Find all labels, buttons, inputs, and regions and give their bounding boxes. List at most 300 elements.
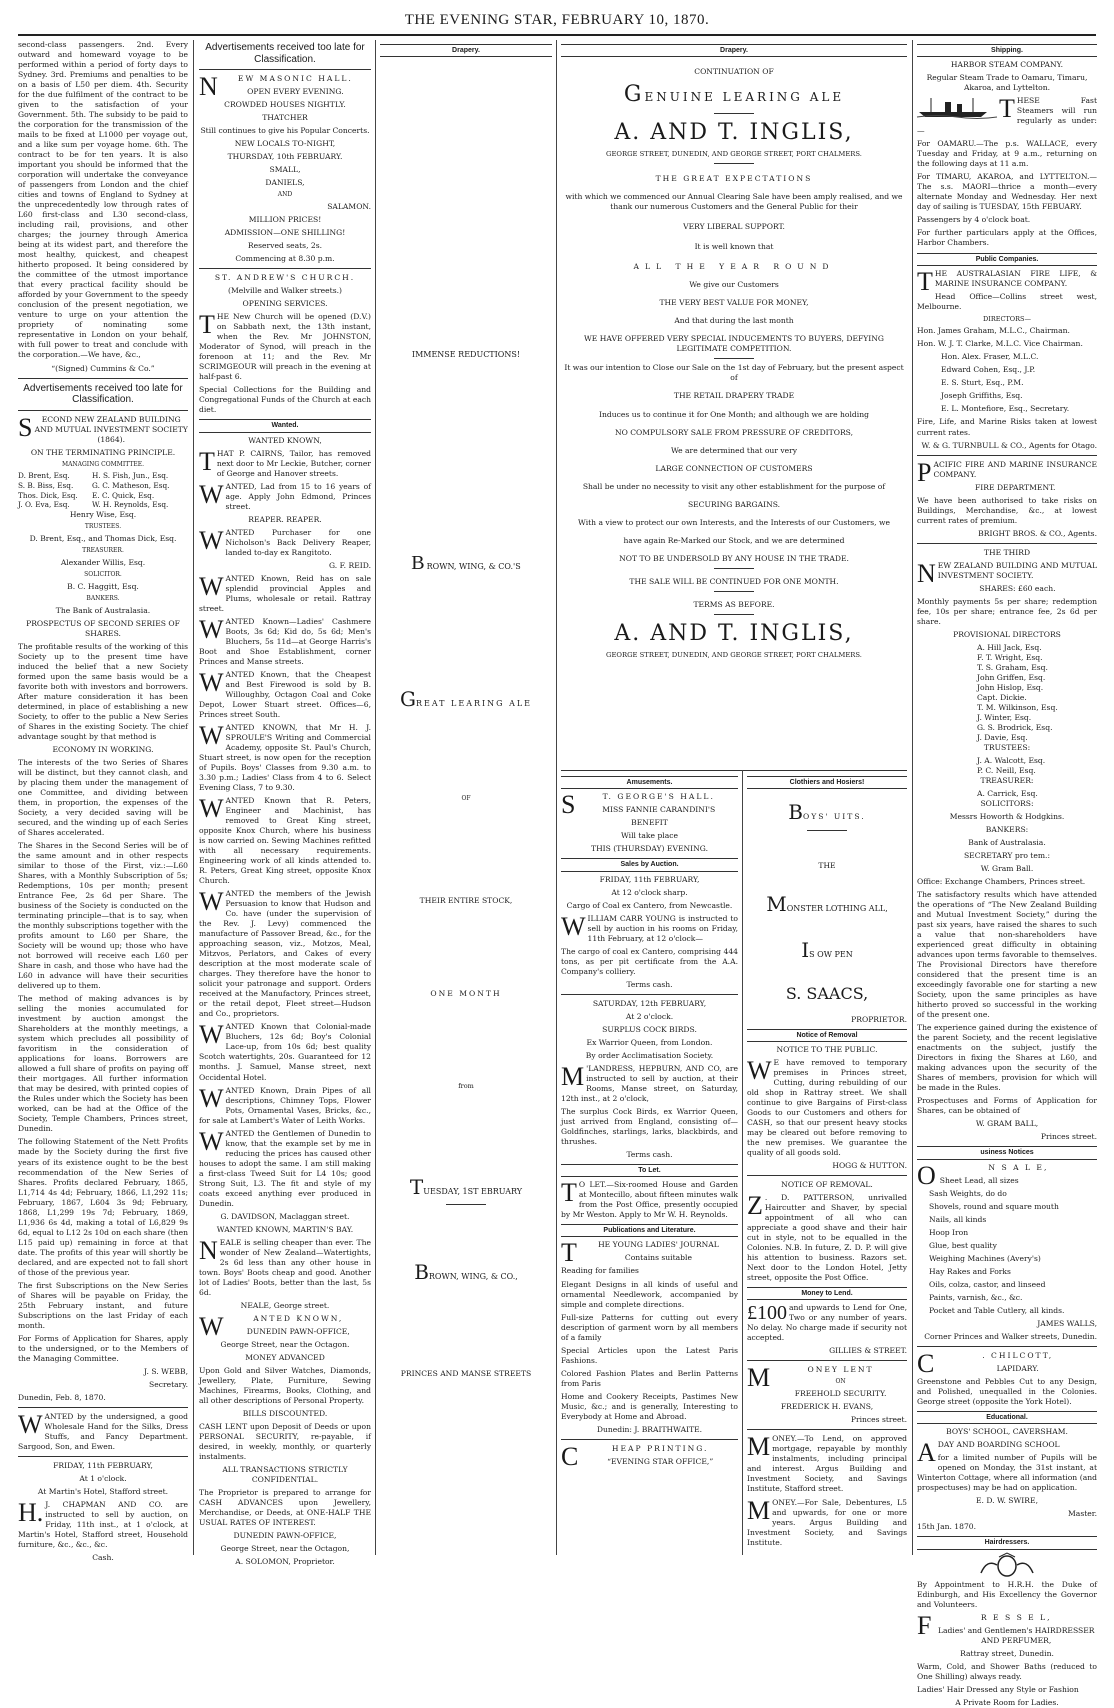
- treasurer-label: TREASURER.: [82, 546, 124, 554]
- section-educational: Educational.: [917, 1411, 1097, 1424]
- drop-cap: W: [199, 794, 224, 824]
- dated: Dunedin, Feb. 8, 1870.: [18, 1392, 106, 1402]
- church-title: ST. ANDREW'S CHURCH.: [214, 273, 356, 283]
- wanted-ad: ANTED, Lad from 15 to 16 years of age. Apply John Edmond, Princes street.: [225, 481, 371, 511]
- ad-text: Passengers by 4 o'clock boat.: [917, 215, 1031, 225]
- wanted-ad: ANTED Purchaser for one Nicholson's Back Delivery Reaper, landed to-day ex Rangitoto.: [225, 527, 371, 557]
- drop-cap: B: [414, 1260, 429, 1285]
- ad-line: W. Gram Ball.: [980, 864, 1034, 874]
- pawn-line: ALL TRANSACTIONS STRICTLY CONFIDENTIAL.: [222, 1465, 348, 1485]
- ad-line: THE VERY BEST VALUE FOR MONEY,: [659, 298, 809, 308]
- column-rule: [193, 40, 194, 1555]
- ad-line: BENEFIT: [631, 818, 668, 828]
- ad-line: Bank of Australasia.: [968, 838, 1046, 848]
- auction-item: SURPLUS COCK BIRDS.: [602, 1024, 697, 1034]
- ad-heading: REAPER. REAPER.: [248, 514, 322, 524]
- drop-cap: W: [199, 571, 224, 601]
- ad-line: THE GREAT EXPECTATIONS: [655, 174, 813, 184]
- drop-cap: P: [917, 457, 932, 487]
- director: Hon. James Graham, M.L.C., Chairman.: [917, 326, 1070, 336]
- money-ad: and upwards to Lend for One, Two or any number of years. No delay. No charge made if security not accepted.: [747, 1303, 907, 1343]
- drop-cap: W: [199, 479, 224, 509]
- masthead: [0, 0, 1114, 38]
- column-rule: [912, 40, 913, 1555]
- terms: Terms cash.: [626, 979, 673, 989]
- committee-last: Henry Wise, Esq.: [69, 509, 137, 519]
- ad-line: DANIELS,: [265, 178, 305, 188]
- publisher: Dunedin: J. BRAITHWAITE.: [596, 1424, 703, 1434]
- ad-text: for a limited number of Pupils will be opened on Monday, the 31st instant, at Winterton Cottage, where all information (and prospectuses) may be had on application.: [917, 1453, 1097, 1493]
- divider: [917, 455, 1097, 456]
- ad-line: Reserved seats, 2s.: [247, 241, 323, 251]
- trustees-label: TRUSTEES.: [84, 523, 122, 530]
- drop-cap: W: [199, 1311, 224, 1341]
- monster-clothing-hall: ONSTER LOTHING ALL,: [786, 903, 888, 913]
- pawn-text: CASH LENT upon Deposit of Deeds or upon PERSONAL SECURITY, re-payable, if desired, in weekly, monthly, or quarterly instalments.: [199, 1421, 371, 1462]
- ad-address: Corner Princes and Walker streets, Dunedin.: [924, 1331, 1097, 1341]
- ad-line: THE RETAIL DRAPERY TRADE: [673, 391, 795, 401]
- auction-item: Ex Warrior Queen, from London.: [586, 1037, 713, 1047]
- ad-line: OF: [461, 795, 471, 803]
- inglis-name: A. AND T. INGLIS,: [614, 620, 854, 646]
- drop-cap: F: [917, 1610, 934, 1640]
- ad-line: SECURING BARGAINS.: [687, 499, 781, 509]
- auction-place: At Martin's Hotel, Stafford street.: [37, 1486, 169, 1496]
- dated: 15th Jan. 1870.: [917, 1522, 977, 1532]
- letter-signature: “(Signed) Cummins & Co.”: [51, 363, 155, 373]
- ad-line: ADMISSION—ONE SHILLING!: [224, 228, 346, 238]
- ad-heading: ANTED KNOWN,: [253, 1313, 344, 1323]
- drop-cap: W: [199, 1126, 224, 1156]
- ad-text: We have been authorised to take risks on Buildings, Merchandise, &c., at lowest current rates of premium.: [917, 495, 1097, 525]
- prospectus-paragraph: The first Subscriptions on the New Series of Shares will be payable on Friday, the 25th February instant, and future Subscriptions on the last Friday of each month.: [18, 1280, 188, 1330]
- divider: [807, 830, 847, 831]
- column-4-top: [561, 40, 907, 780]
- ad-text: The satisfactory results which have attended the operations of “The New Zealand Building and Mutual Investment Society,” during the past six years, have raised the shares to such a value that non-shareholders have experienced great difficulty in obtaining advances upon terms favorable to themselves. The Provisional Directors have therefore considered that the present time is an exceedingly favorable one for starting a new Society, upon the same principles as have hitherto proved so successful in the working of the present one.: [917, 890, 1097, 1020]
- auction-item: Cargo of Coal ex Cantero, from Newcastle.: [566, 900, 733, 910]
- auction-ad: 'LANDRESS, HEPBURN, AND CO, are instructed to sell by auction, at their Rooms, Manse street, on Saturday, 12th inst., at 2 o'clock,: [561, 1063, 738, 1103]
- church-opening: OPENING SERVICES.: [242, 299, 328, 309]
- company-title: EW ZEALAND BUILDING AND MUTUAL INVESTMENT SOCIETY.: [937, 560, 1097, 580]
- ad-text: The experience gained during the existence of the parent Society, and the recent legislative enactments on the subject, justify the Directors in fixing the Shares at L60, and making advances upon the security of the Shares of members, provision for which will be made in the Rules.: [917, 1023, 1097, 1093]
- drop-cap: T: [199, 310, 215, 340]
- ad-line: SMALL,: [269, 165, 301, 175]
- ad-line: TRUSTEES:: [983, 742, 1031, 752]
- street-address: PRINCES AND MANSE STREETS: [400, 1368, 532, 1378]
- wanted-ad: HAT P. CAIRNS, Tailor, has removed next door to Mr Leckie, Butcher, corner of George and Hanover streets.: [216, 448, 371, 478]
- ad-line: CROWDED HOUSES NIGHTLY.: [224, 100, 346, 110]
- wanted-ad: ANTED Known that Colonial-made Bluchers, 12s 6d; Boy's Colonial Lace-up, from 10s 6d; best quality Scotch watertights, 20s. Guaranteed for 12 months. J. Samuel, Manse street, next Occidental Hotel.: [199, 1022, 371, 1082]
- ad-line: SOLICITORS:: [980, 799, 1034, 808]
- divider: [18, 1456, 188, 1457]
- prospectus-paragraph: For Forms of Application for Shares, apply to the undersigned, or to the Members of the Managing Committee.: [18, 1333, 188, 1363]
- pawn-line: MONEY ADVANCED: [245, 1352, 325, 1362]
- ad-signature: W. GRAM BALL,: [975, 1119, 1039, 1129]
- director: E. S. Sturt, Esq., P.M.: [941, 378, 1024, 388]
- company-title: HE AUSTRALASIAN FIRE LIFE, & MARINE INSURANCE COMPANY.: [934, 268, 1097, 288]
- sale-item: Oils, colza, castor, and linseed: [929, 1279, 1046, 1289]
- auction-ad: J. CHAPMAN AND CO. are instructed to sell by auction, on Friday, 11th inst., at 1 o'clock, at Martin's Hotel, Stafford street, Household furniture, &c., &c., &c.: [18, 1499, 188, 1550]
- section-business: usiness Notices: [917, 1146, 1097, 1159]
- ad-address: Rattray street, Dunedin.: [960, 1648, 1054, 1658]
- ad-line: ALL THE YEAR ROUND: [633, 262, 835, 272]
- drop-cap: M: [766, 891, 787, 916]
- boys-suits: OYS' UITS.: [802, 812, 866, 822]
- ad-line: Contains suitable: [624, 1253, 692, 1263]
- divider: [714, 568, 754, 569]
- drop-cap: B: [788, 800, 803, 825]
- ad-text: Prospectuses and Forms of Application for Shares, can be obtained of: [917, 1096, 1097, 1116]
- wanted-ad: ANTED Known that R. Peters, Engineer and Machinist, has removed to Great King street, opposite Knox Church, where his business is now carried on. Sewing Machines refitted with all necessary requirements. Engineering work of all kinds attended to. R. Peters, Great King street, opposite Knox Church.: [199, 796, 371, 886]
- prospectus-paragraph: The interests of the two Series of Shares will be distinct, but they cannot clash, and by placing them under the management of one Committee, and dividing between them, in proportion, the expenses of the Society, a very decided saving will be secured, and the winding up of each Series of Shares accelerated.: [18, 757, 188, 837]
- ad-signature: GILLIES & STREET.: [829, 1346, 907, 1356]
- ad-text: with which we commenced our Annual Clearing Sale have been amply realised, and we thank our numerous Customers and the General Public for their: [565, 192, 903, 212]
- drop-cap: T: [917, 266, 933, 296]
- cheap-printing: HEAP PRINTING.: [611, 1443, 709, 1453]
- drop-cap: T: [561, 1238, 577, 1268]
- divider: [917, 543, 1097, 544]
- ad-line: THURSDAY, 10th FEBRUARY.: [227, 152, 343, 162]
- ad-line: FREEHOLD SECURITY.: [794, 1389, 887, 1399]
- removal-ad: . D. PATTERSON, unrivalled Haircutter and Shaver, by special appointment of all who can appreciate a good shave and their hair cut in style, not to be equalled in the Colonies. N.B. In future, Z. D. P. will give his attention to business. Razors set. Next door to the London Hotel, Jetty street, opposite the Post Office.: [747, 1192, 907, 1283]
- drop-cap: S: [561, 790, 578, 820]
- ressel: R E S S E L,: [980, 1612, 1052, 1622]
- drop-cap: T: [409, 1174, 424, 1199]
- drop-cap: W: [199, 1083, 224, 1113]
- ad-line: THE THIRD: [983, 547, 1031, 557]
- ad-heading: WANTED KNOWN,: [248, 435, 322, 445]
- pawn-address: George Street, near the Octagon.: [220, 1339, 350, 1349]
- ad-line: CONTINUATION OF: [694, 67, 774, 77]
- late-classification-heading: Advertisements received too late for Classification.: [23, 382, 183, 406]
- ad-line: NO COMPULSORY SALE FROM PRESSURE OF CREDITORS,: [614, 427, 854, 437]
- wanted-ad: ANTED by the undersigned, a good Wholesale Hand for the Silks, Dress Stuffs, and Fancy Department. Sargood, Son, and Ewen.: [18, 1411, 188, 1451]
- pawn-text: The Proprietor is prepared to arrange for CASH ADVANCES upon Jewellery, Merchandise, or Deeds, at ONE-HALF THE USUAL RATES OF INTEREST.: [199, 1488, 371, 1528]
- ad-line: Still continues to give his Popular Concerts.: [200, 126, 370, 136]
- company-title: HARBOR STEAM COMPANY.: [950, 60, 1064, 70]
- ad-heading: WANTED KNOWN, MARTIN'S BAY.: [216, 1224, 354, 1234]
- directors-label: DIRECTORS—: [983, 314, 1031, 323]
- wanted-ad: ANTED KNOWN, that Mr H. J. SPROULE'S Writing and Commercial Academy, opposite St. Paul's Church, Stuart street, is now open for the reception of Pupils. Boys' Classes from 9.30 a.m. to 3.30 p.m.; Ladies' Class from 4 to 6. Select Evening Class, 7 to 9.30.: [199, 722, 371, 793]
- inglis-name: A. AND T. INGLIS,: [614, 120, 854, 146]
- drop-cap: S: [18, 412, 33, 442]
- section-drapery: Drapery.: [380, 44, 552, 57]
- auction-time: At 12 o'clock sharp.: [611, 887, 688, 897]
- bankers: The Bank of Australasia.: [55, 605, 151, 615]
- brown-ewing: ROWN, WING, & CO.'S: [426, 561, 521, 571]
- drop-cap: N: [199, 72, 218, 101]
- column-rule: [556, 40, 557, 1555]
- committee-table: D. Brent, Esq. H. S. Fish, Jun., Esq. S. B. Biss, Esq. G. C. Matheson, Esq. Thos. Dick, Esq. E. C. Quick, Esq. J. O. Eva, Esq. W. H. Reynolds, Esq.: [18, 471, 170, 510]
- sale-item: Sheet Lead, all sizes: [939, 1175, 1019, 1185]
- divider: [561, 1439, 738, 1440]
- pawn-proprietor: A. SOLOMON, Proprietor.: [235, 1557, 335, 1567]
- ad-line: THE: [818, 860, 836, 870]
- ad-line: AND: [277, 191, 293, 199]
- ad-text: We give our Customers: [689, 280, 779, 290]
- journal-item: Special Articles upon the Latest Paris Fashions.: [561, 1345, 738, 1365]
- prospectus-paragraph: The Shares in the Second Series will be of the same amount and in other respects similar to those of the First, viz.:—L60 Shares, with a Monthly Subscription of 5s; Redemptions, 10s per month; present Entrance Fee, 2s 6d per Share. The business of the Society is conducted on the terminating principle—that is to say, when the monthly subscriptions together with the profits amount to L60 per Share, the Society will be wound up; those who have not borrowed will receive each L60 per Share in cash, and those who have had the L60 in advance will have their securities delivered up to them.: [18, 841, 188, 991]
- divider: [714, 163, 754, 164]
- divider: [917, 1346, 1097, 1347]
- money-ad: ONEY.—For Sale, Debentures, L5 and upwards, for one or more years. Argus Building and Investment Society, and Savings Institute.: [747, 1497, 907, 1547]
- ad-line: SALAMON.: [327, 202, 371, 212]
- drop-cap: Z: [747, 1190, 763, 1220]
- section-amusements: Amusements.: [561, 776, 738, 789]
- ad-text: With a view to protect our own Interests, and the Interests of our Customers, we: [578, 517, 890, 527]
- ad-line: THIS (THURSDAY) EVENING.: [591, 844, 708, 854]
- drop-cap: W: [199, 525, 224, 555]
- sale-item: Glue, best quality: [929, 1240, 997, 1250]
- entire-stock: THEIR ENTIRE STOCK,: [419, 896, 513, 906]
- ad-signature: FREDERICK H. EVANS,: [780, 1402, 874, 1412]
- auction-item: By order Acclimatisation Society.: [585, 1050, 714, 1060]
- divider: [18, 410, 188, 411]
- masthead-title: THE EVENING STAR, FEBRUARY 10, 1870.: [404, 12, 710, 28]
- divider: [561, 770, 907, 771]
- ad-line: SHARES: £60 each.: [979, 583, 1056, 593]
- royal-arms-icon: [977, 1553, 1037, 1577]
- amount: £100: [747, 1302, 787, 1325]
- church-text: HE New Church will be opened (D.V.) on Sabbath next, the 13th instant, when the Rev. Mr JOHNSTON, Moderator of Synod, will preach in the forenoon at 11; and the Rev. Mr SCRIMGEOUR will preach in the evening at half-past 6.: [199, 312, 371, 382]
- proprietor: PROPRIETOR.: [851, 1014, 907, 1024]
- pawn-address: George Street, near the Octagon,: [220, 1544, 350, 1554]
- immense-reductions: IMMENSE REDUCTIONS!: [411, 350, 521, 360]
- inglis-address: GEORGE STREET, DUNEDIN, AND GEORGE STREET, PORT CHALMERS.: [606, 150, 862, 159]
- ad-signature: G. DAVIDSON, Maclaggan street.: [220, 1211, 350, 1221]
- pawn-title: DUNEDIN PAWN-OFFICE,: [246, 1326, 350, 1336]
- ad-text: By Appointment to H.R.H. the Duke of Edinburgh, and His Excellency the Governor and Volunteers.: [917, 1579, 1097, 1609]
- prospectus-paragraph: The method of making advances is by selling the monies accumulated for investment by auction amongst the Shareholders at the monthly meetings, a system which precludes all possibility of favoritism in the consideration of applications for loans. Borrowers are allowed a full share of profits on paying off their mortgages. All further information that may be desired, with printed copies of the Rules under which the Society has been worked, can be had at the Office of the Society, Temple Chambers, Princes street, Dunedin.: [18, 994, 188, 1134]
- ad-line: Ladies' and Gentlemen's HAIRDRESSER AND PERFUMER,: [937, 1625, 1095, 1645]
- column-5: [917, 40, 1097, 1707]
- journal-title: HE YOUNG LADIES' JOURNAL: [598, 1240, 719, 1250]
- divider: [561, 994, 738, 995]
- ad-signature: Master.: [1068, 1509, 1097, 1519]
- ad-line: OPEN EVERY EVENING.: [247, 87, 344, 97]
- drop-cap: M: [561, 1061, 585, 1091]
- ad-text: Ladies' Hair Dressed any Style or Fashion: [917, 1684, 1079, 1694]
- ad-text: It is well known that: [694, 242, 774, 252]
- ad-line: TREASURER:: [980, 775, 1034, 785]
- sale-item: Shovels, round and square mouth: [929, 1201, 1059, 1211]
- ad-line: BANKERS:: [985, 825, 1029, 835]
- ad-signature: W. & G. TURNBULL & CO., Agents for Otago.: [921, 440, 1097, 450]
- church-address: (Melville and Walker streets.): [228, 286, 342, 296]
- directors-list: A. Hill Jack, Esq. F. T. Wright, Esq. T. S. Graham, Esq. John Griffen, Esq. John Hislop, Esq. Capt. Dickie. T. M. Wilkinson, Esq. J. Winter, Esq. G. S. Brodrick, Esq. J. Davie, Esq.: [977, 642, 1058, 742]
- drop-cap: T: [561, 1178, 577, 1208]
- divider: [18, 378, 188, 379]
- from: from: [458, 1082, 474, 1091]
- journal-item: Elegant Designs in all kinds of useful and ornamental Needlework, accompanied by simple and complete directions.: [561, 1279, 738, 1309]
- ad-signature: HOGG & HUTTON.: [832, 1160, 907, 1170]
- chilcott: . CHILCOTT,: [982, 1350, 1054, 1360]
- ad-text: It was our intention to Close our Sale on the 1st day of February, but the present aspect of: [564, 363, 904, 383]
- ad-address: Princes street.: [850, 1415, 907, 1425]
- divider: [747, 1175, 907, 1176]
- drop-cap: W: [199, 667, 224, 697]
- ad-heading: NOTICE TO THE PUBLIC.: [776, 1044, 878, 1054]
- ad-line: THATCHER: [262, 113, 308, 123]
- section-clothiers: Clothiers and Hosiers!: [747, 776, 907, 789]
- treasurer: Alexander Willis, Esq.: [60, 557, 146, 567]
- column-4b: [747, 772, 907, 1555]
- ad-text: We are determined that our very: [670, 445, 798, 455]
- ad-text: HESE Fast Steamers will run regularly as under:—: [917, 96, 1097, 136]
- signatory-title: Secretary.: [149, 1379, 188, 1389]
- drop-cap: W: [199, 614, 224, 644]
- ad-line: Messrs Howorth & Hodgkins.: [949, 812, 1065, 822]
- masonic-hall: EW MASONIC HALL.: [237, 74, 353, 83]
- drop-cap: M: [747, 1432, 771, 1462]
- section-publications: Publications and Literature.: [561, 1224, 738, 1237]
- director: Hon. W. J. T. Clarke, M.L.C. Vice Chairman.: [917, 339, 1083, 349]
- director: Hon. Alex. Fraser, M.L.C.: [941, 352, 1039, 362]
- divider: [714, 591, 754, 592]
- section-to-let: To Let.: [561, 1164, 738, 1177]
- removal-ad: E have removed to temporary premises in Princes street, Cutting, during rebuilding of our old shop in Rattray street. We shall continue to give Bargains of First-class Goods to our Customers and others for CASH, so that our present heavy stocks may be cleared out before removing to the new premises. We guarantee the quality of all goods sold.: [747, 1057, 907, 1157]
- schedule: For TIMARU, AKAROA, and LYTTELTON.—The s.s. MAORI—thrice a month—every alternate Monday and Wednesday. Her next day of sailing is TUESDAY, 15th FEBUARY.: [917, 172, 1097, 212]
- ad-text: Induces us to continue it for One Month; and although we are holding: [599, 409, 869, 419]
- section-public-companies: Public Companies.: [917, 253, 1097, 266]
- steamship-icon: [917, 96, 997, 118]
- company-title: ACIFIC FIRE AND MARINE INSURANCE COMPANY.: [933, 459, 1097, 479]
- divider: [747, 1360, 907, 1361]
- journal-item: Colored Fashion Plates and Berlin Patterns from Paris: [561, 1368, 738, 1388]
- ad-text: Shall be under no necessity to visit any other establishment for the purpose of: [582, 481, 886, 491]
- one-month: ONE MONTH: [430, 989, 502, 999]
- drop-cap: N: [199, 1235, 218, 1265]
- section-wanted: Wanted.: [199, 419, 371, 432]
- ad-text: A Private Room for Ladies.: [955, 1697, 1059, 1707]
- st-georges-hall: T. GEORGE'S HALL.: [602, 792, 715, 802]
- column-3: [380, 40, 552, 1555]
- drop-cap: N: [917, 558, 936, 588]
- money-ad: ONEY.—To Lend, on approved mortgage, repayable by monthly instalments, including principal and interest. Argus Building and Investment Society, and Savings Institute, Stafford street.: [747, 1434, 907, 1494]
- drop-cap: B: [411, 551, 425, 574]
- divider: [714, 614, 754, 615]
- ad-text: Warm, Cold, and Shower Baths (reduced to One Shilling) always ready.: [917, 1661, 1097, 1681]
- journal-item: Reading for families: [561, 1266, 639, 1276]
- brown-ewing: ROWN, WING, & CO.,: [428, 1272, 518, 1282]
- drop-cap: T: [199, 446, 215, 476]
- sale-item: Pocket and Table Cutlery, all kinds.: [929, 1305, 1065, 1315]
- wanted-ad: ANTED Known, Reid has on sale splendid provincial Apples and Plums, wholesale or retail. Rattray street.: [199, 573, 371, 613]
- divider: [446, 1204, 486, 1205]
- ad-line: THE SALE WILL BE CONTINUED FOR ONE MONTH.: [629, 576, 839, 586]
- great-clearing-sale: REAT LEARING ALE: [415, 698, 533, 708]
- school-title: BOYS' SCHOOL, CAVERSHAM.: [946, 1427, 1068, 1437]
- drop-cap: G: [399, 686, 416, 711]
- church-collections: Special Collections for the Building and Congregational Funds of the Church at each diet.: [199, 385, 371, 415]
- ad-line: LARGE CONNECTION OF CUSTOMERS: [655, 463, 813, 473]
- prospectus-paragraph: The profitable results of the working of this Society up to the present time have induced the belief that a new Society formed upon the same basis would be a favorite both with investors and borrowers. After mature consideration it has been determined, in place of establishing a new Society, to offer to the public a New Series of Shares in the existing Society. The chief advantage sought by that method is: [18, 641, 188, 741]
- drop-cap: W: [199, 887, 224, 917]
- pawn-text: Upon Gold and Silver Watches, Diamonds, Jewellery, Plate, Furniture, Sewing Machines, Firearms, Books, Clothing, and all other descriptions of Personal Property.: [199, 1365, 371, 1405]
- divider: [714, 113, 754, 114]
- sale-item: Hoop Iron: [929, 1227, 969, 1237]
- auction-date: FRIDAY, 11th FEBRUARY,: [599, 874, 700, 884]
- ad-line: Will take place: [620, 831, 679, 841]
- auction-ad: The cargo of coal ex Cantero, comprising 444 tons, as per pit certificate from the A.A. Company's colliery.: [561, 946, 738, 976]
- to-let-ad: O LET.—Six-roomed House and Garden at Montecillo, about fifteen minutes walk from the Post Office, presently occupied by Mr Weston. Apply to Mr W. H. Reynolds.: [561, 1180, 738, 1220]
- ad-line: TERMS AS BEFORE.: [693, 599, 775, 609]
- drop-cap: G: [623, 82, 645, 108]
- section-drapery: Drapery.: [561, 44, 907, 57]
- pawn-line: BILLS DISCOUNTED.: [242, 1408, 328, 1418]
- terms: Cash.: [92, 1553, 114, 1563]
- bankers-label: BANKERS.: [86, 594, 120, 602]
- column-rule: [742, 770, 743, 1555]
- wanted-ad: ANTED Known, Drain Pipes of all descriptions, Chimney Tops, Flower Pots, Ornamental Vases, Bricks, &c., for sale at Lambert's Water of Leith Works.: [199, 1085, 371, 1125]
- ad-line: FIRE DEPARTMENT.: [975, 482, 1056, 492]
- drop-cap: W: [747, 1055, 772, 1085]
- drop-cap: C: [561, 1441, 581, 1471]
- drop-cap: O: [917, 1160, 938, 1190]
- ad-heading: NOTICE OF REMOVAL.: [781, 1179, 873, 1189]
- letter-text: second-class passengers. 2nd. Every outward and homeward voyage to be performed within a period of forty days to Sydney. 3rd. Premiums and penalties to be on a basis of L50 per diem. 4th. Security for the due fulfilment of the contract to be given to the satisfaction of your Government. 5th. The subsidy to be paid to the corporation for the transmission of the mails to be fixed at L1000 per voyage out, and a like sum per voyage home. 6th. The contract to be for ten years. It is also important you should be informed that the corporation will undertake the conveyance of passengers from London and the chief cities and towns of England to Sydney at the unprecedentedly low through rates of L60 first-class and L30 second-class, including rail, provisions, and other charges; the journey through America being at its widest part, and therefore the most healthy, quickest, and cheapest hitherto proposed. It being considered by the committee of the utmost importance that every practical facility should be afforded by your Government to the speedy conclusion of the present negotiation, we venture to urge on your attention the propriety of nominating some representative in London on your behalf, with full power to treat and conclude with the corporation.—We have, &c.,: [18, 40, 188, 360]
- drop-cap: W: [199, 1020, 224, 1050]
- wanted-ad: EALE is selling cheaper than ever. The wonder of New Zealand—Watertights, 2s 6d less than any other house in town. Boys' Boots cheap and good. Another lot of Ladies' Boots, better than the last, 5s 6d.: [199, 1237, 371, 1297]
- late-classification-heading: Advertisements received too late for Classification.: [205, 42, 365, 65]
- journal-item: Full-size Patterns for cutting out every description of garment worn by all members of a family: [561, 1312, 738, 1342]
- drop-cap: M: [747, 1363, 773, 1393]
- star-office: “EVENING STAR OFFICE,”: [607, 1456, 714, 1466]
- drop-cap: W: [561, 911, 586, 941]
- auction-date: SATURDAY, 12th FEBRUARY,: [592, 998, 707, 1008]
- sale-item: Weighing Machines (Avery's): [929, 1253, 1041, 1263]
- auction-ad: The surplus Cock Birds, ex Warrior Queen, just arrived from England, consisting of—Goldfinches, starlings, larks, blackbirds, and thrushes.: [561, 1106, 738, 1146]
- column-rule: [375, 40, 376, 1555]
- masthead-rule: [18, 34, 1096, 36]
- divider: [18, 1407, 188, 1408]
- ad-line: NEW LOCALS TO-NIGHT,: [234, 139, 336, 149]
- drop-cap: A: [917, 1438, 936, 1468]
- prospectus-heading: PROSPECTUS OF SECOND SERIES OF SHARES.: [26, 618, 180, 638]
- trustees: D. Brent, Esq., and Thomas Dick, Esq.: [29, 533, 177, 543]
- ad-line: Commencing at 8.30 p.m.: [235, 254, 335, 264]
- auction-time: At 2 o'clock.: [625, 1011, 674, 1021]
- sale-item: Nails, all kinds: [929, 1214, 987, 1224]
- inglis-address: GEORGE STREET, DUNEDIN, AND GEORGE STREET, PORT CHALMERS.: [606, 650, 862, 659]
- ad-text: And that during the last month: [674, 316, 794, 326]
- ad-address: Princes street.: [1040, 1132, 1097, 1142]
- sale-item: Sash Weights, do do: [929, 1188, 1007, 1198]
- ad-text: Greenstone and Pebbles Cut to any Design, and Polished, unequalled in the Colonies. George street (opposite the York Hotel).: [917, 1376, 1097, 1406]
- column-2: [199, 40, 371, 1567]
- director: Joseph Griffiths, Esq.: [941, 391, 1023, 401]
- divider: [199, 268, 371, 269]
- drop-cap: H.: [18, 1497, 44, 1527]
- isaacs: S. SAACS,: [785, 984, 869, 1004]
- auction-date: FRIDAY, 11th FEBRUARY,: [53, 1460, 153, 1470]
- ad-line: NOT TO BE UNDERSOLD BY ANY HOUSE IN THE TRADE.: [619, 553, 849, 563]
- solicitor-label: SOLICITOR.: [84, 570, 122, 578]
- drop-cap: W: [199, 720, 224, 750]
- now-open: S OW PEN: [809, 950, 853, 960]
- ad-line: ON: [835, 1378, 846, 1386]
- trustee-list: J. A. Walcott, Esq. P. C. Neill, Esq.: [977, 755, 1046, 775]
- section-hairdressers: Hairdressers.: [917, 1536, 1097, 1549]
- schedule: For OAMARU.—The p.s. WALLACE, every Tuesday and Friday, at 9 a.m., returning on the following days at 11 a.m.: [917, 139, 1097, 169]
- ad-text: Head Office—Collins street west, Melbourne.: [917, 291, 1097, 311]
- sale-item: Hay Rakes and Forks: [929, 1266, 1011, 1276]
- ad-text: Regular Steam Trade to Oamaru, Timaru, Akaroa, and Lyttelton.: [926, 73, 1088, 93]
- drop-cap: M: [747, 1495, 771, 1525]
- drop-cap: T: [999, 94, 1015, 124]
- genuine-clearing-sale: ENUINE LEARING ALE: [644, 90, 845, 105]
- divider: [747, 1429, 907, 1430]
